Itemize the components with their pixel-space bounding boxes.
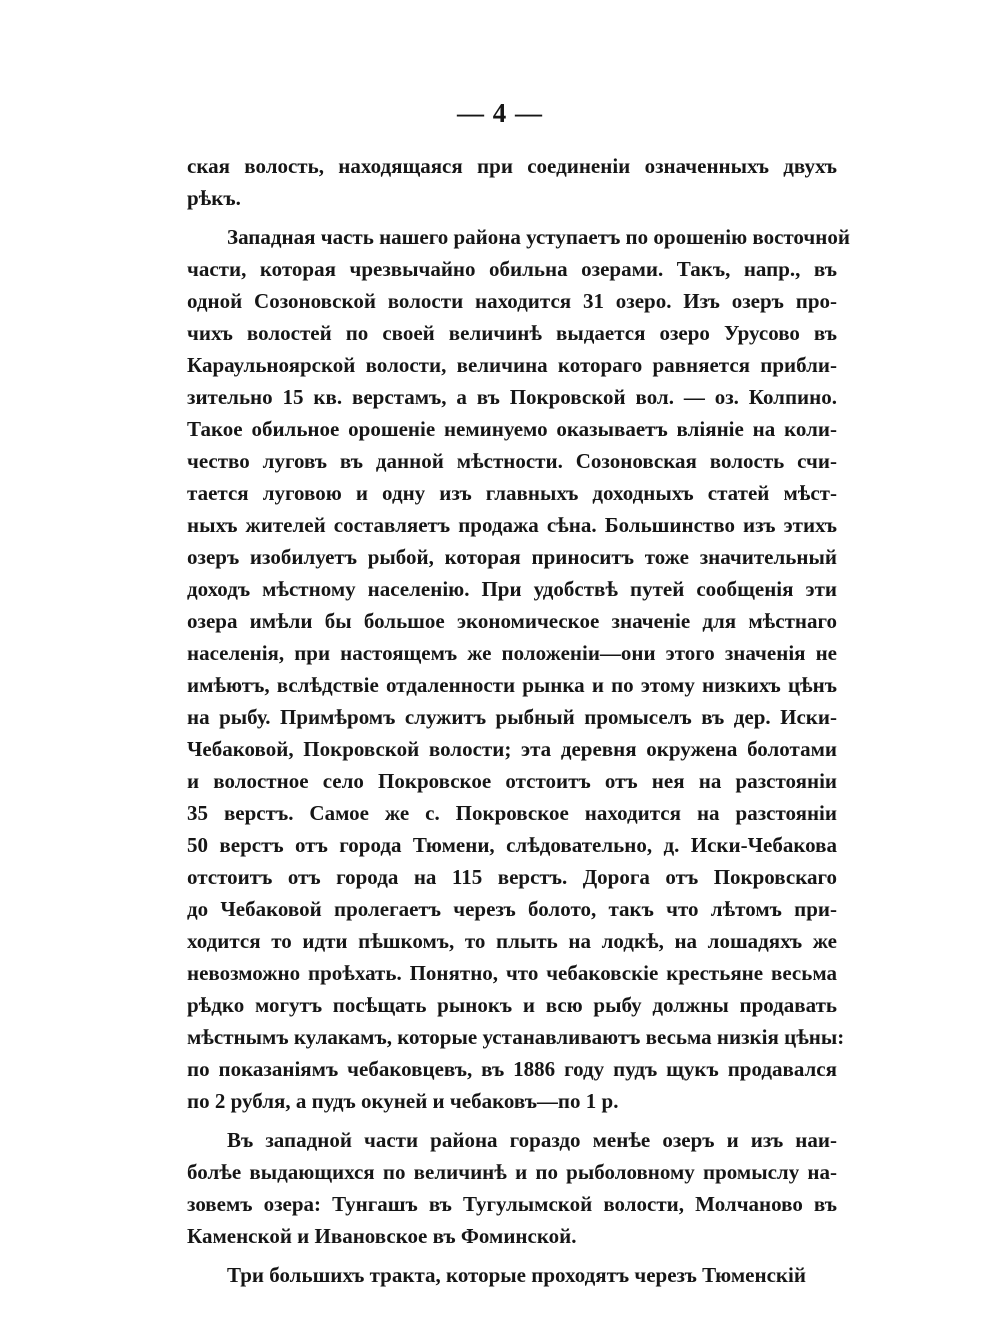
- text-line: зительно 15 кв. верстамъ, а въ Покровской вол. — оз. Колпино.: [187, 385, 837, 409]
- text-line: рѣдко могутъ посѣщать рынокъ и всю рыбу должны продавать: [187, 993, 837, 1017]
- text-line: болѣе выдающихся по величинѣ и по рыболовному промыслу на-: [187, 1160, 837, 1184]
- paragraph: [187, 1124, 837, 1252]
- text-line: озера имѣли бы большое экономическое значеніе для мѣстнаго: [187, 609, 837, 633]
- text-line: озеръ изобилуетъ рыбой, которая приноситъ тоже значительный: [187, 545, 837, 569]
- text-line: доходъ мѣстному населенію. При удобствѣ путей сообщенія эти: [187, 577, 837, 601]
- text-line: невозможно проѣхать. Понятно, что чебаковскіе крестьяне весьма: [187, 961, 837, 985]
- text-line: мѣстнымъ кулакамъ, которые устанавливаютъ весьма низкія цѣны:: [187, 1025, 845, 1049]
- text-line: части, которая чрезвычайно обильна озерами. Такъ, напр., въ: [187, 257, 837, 281]
- text-line: по 2 рубля, а пудъ окуней и чебаковъ—по 1 р.: [187, 1089, 619, 1113]
- text-line: Три большихъ тракта, которые проходятъ черезъ Тюменскій: [227, 1263, 806, 1287]
- text-line: Чебаковой, Покровской волости; эта деревня окружена болотами: [187, 737, 837, 761]
- text-line: на рыбу. Примѣромъ служитъ рыбный промыселъ въ дер. Иски-: [187, 705, 837, 729]
- paragraph: [187, 150, 837, 214]
- paragraph-gap: [187, 214, 837, 221]
- text-line: Такое обильное орошеніе неминуемо оказываетъ вліяніе на коли-: [187, 417, 837, 441]
- text-line: тается луговою и одну изъ главныхъ доходныхъ статей мѣст-: [187, 481, 837, 505]
- text-line: чихъ волостей по своей величинѣ выдается озеро Урусово въ: [187, 321, 837, 345]
- text-line: Западная часть нашего района уступаетъ по орошенію восточной: [227, 225, 850, 249]
- text-line: до Чебаковой пролегаетъ черезъ болото, такъ что лѣтомъ при-: [187, 897, 837, 921]
- text-line: Каменской и Ивановское въ Фоминской.: [187, 1224, 577, 1248]
- text-line: ская волость, находящаяся при соединеніи означенныхъ двухъ: [187, 154, 837, 178]
- text-line: отстоитъ отъ города на 115 верстъ. Дорога отъ Покровскаго: [187, 865, 837, 889]
- text-line: и волостное село Покровское отстоитъ отъ нея на разстояніи: [187, 769, 837, 793]
- text-line: рѣкъ.: [187, 186, 241, 210]
- text-line: 35 верстъ. Самое же с. Покровское находится на разстояніи: [187, 801, 837, 825]
- text-line: зовемъ озера: Тунгашъ въ Тугулымской волости, Молчаново въ: [187, 1192, 837, 1216]
- text-line: населенія, при настоящемъ же положеніи—они этого значенія не: [187, 641, 837, 665]
- text-line: ныхъ жителей составляетъ продажа сѣна. Большинство изъ этихъ: [187, 513, 837, 537]
- page-number: — 4 —: [457, 98, 543, 128]
- paragraph-gap: [187, 1252, 837, 1259]
- text-line: Караульноярской волости, величина котораго равняется прибли-: [187, 353, 837, 377]
- text-line: 50 верстъ отъ города Тюмени, слѣдовательно, д. Иски-Чебакова: [187, 833, 837, 857]
- text-line: Въ западной части района гораздо менѣе озеръ и изъ наи-: [227, 1128, 837, 1152]
- text-line: имѣютъ, вслѣдствіе отдаленности рынка и по этому низкихъ цѣнъ: [187, 673, 837, 697]
- text-line: чество луговъ въ данной мѣстности. Созоновская волость счи-: [187, 449, 837, 473]
- paragraph: [187, 221, 850, 1117]
- paragraph: [187, 1259, 837, 1291]
- text-line: одной Созоновской волости находится 31 озеро. Изъ озеръ про-: [187, 289, 837, 313]
- paragraph-gap: [187, 1117, 837, 1124]
- body-text: [187, 150, 850, 1291]
- text-line: по показаніямъ чебаковцевъ, въ 1886 году пудъ щукъ продавался: [187, 1057, 837, 1081]
- text-line: ходится то идти пѣшкомъ, то плыть на лодкѣ, на лошадяхъ же: [187, 929, 837, 953]
